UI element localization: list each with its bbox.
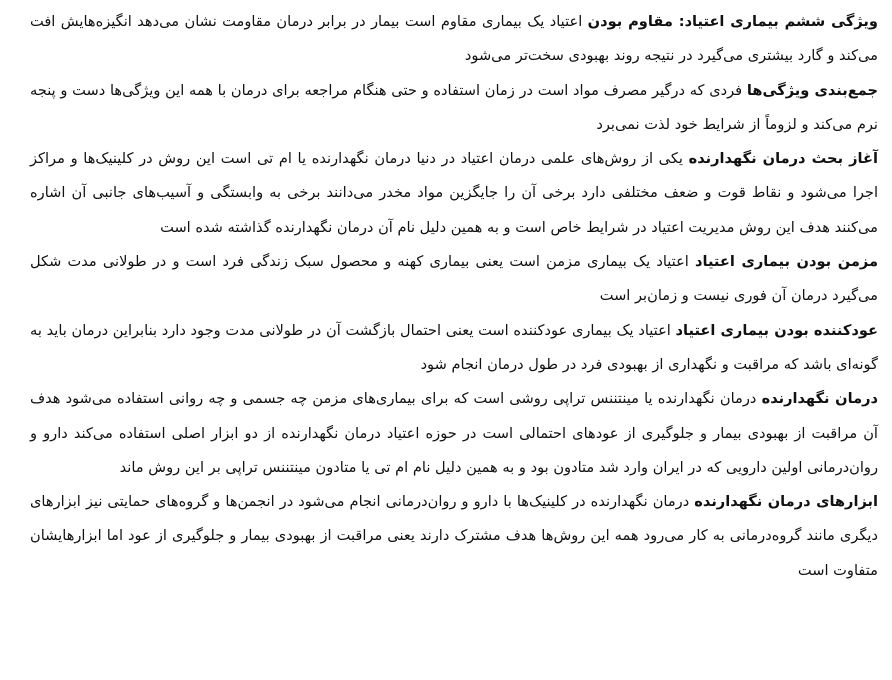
paragraph-heading: عودکننده بودن بیماری اعتیاد (675, 321, 878, 339)
paragraph-heading: ویژگی ششم بیماری اعتیاد: مقاوم بودن (587, 13, 878, 30)
paragraph-text: فردی که درگیر مصرف مواد است در زمان استفاده و حتی هنگام مراجعه برای درمان با همه این ویژگی‌ها دست و پنجه نرم می‌کند و لزوماً از شرایط خود لذت نمی‌برد (30, 81, 878, 133)
paragraph-text: درمان نگهدارنده یا مینتننس تراپی روشی است که برای بیماری‌های مزمن چه جسمی و چه روانی استفاده می‌شود هدف آن مراقبت از بهبودی بیمار و جلوگیری از عودهای احتمالی است در حوزه اعتیاد درمان نگهدارنده از دو ابزار اصلی استفاده می‌کند دارو و روان‌درمانی اولین دارویی که در ایران وارد شد متادون بود و به همین دلیل نام ام تی یا متادون مینتننس تراپی بر این روش ماند (30, 390, 878, 476)
paragraph-text: اعتیاد یک بیماری مقاوم است بیمار در برابر درمان مقاومت نشان می‌دهد انگیزه‌هایش افت می‌کند و گارد بیشتری می‌گیرد در نتیجه روند بهبودی سخت‌تر می‌شود (30, 13, 878, 65)
paragraph-text: اعتیاد یک بیماری عودکننده است یعنی احتمال بازگشت آن در طولانی مدت وجود دارد بنابراین درمان باید به گونه‌ای باشد که مراقبت و نگهداری از بهبودی فرد در طول درمان انجام شود (30, 321, 878, 373)
paragraph-text: اعتیاد یک بیماری مزمن است یعنی بیماری کهنه و محصول سبک زندگی فرد است و در طولانی مدت شکل می‌گیرد درمان آن فوری نیست و زمان‌بر است (30, 253, 878, 305)
paragraph-heading: درمان نگهدارنده (761, 390, 878, 408)
paragraph-darman-negahdarande (30, 382, 878, 485)
paragraph-jambandi (30, 74, 878, 143)
paragraph-oudkonande (30, 314, 878, 383)
paragraph-heading: آغاز بحث درمان نگهدارنده (688, 150, 878, 168)
paragraph-heading: ابزارهای درمان نگهدارنده (694, 493, 879, 511)
paragraph-abzarha (30, 485, 878, 588)
paragraph-text: درمان نگهدارنده در کلینیک‌ها با دارو و روان‌درمانی انجام می‌شود در انجمن‌ها و گروه‌های حمایتی نیز ابزارهای دیگری مانند گروه‌درمانی به کار می‌رود همه این روش‌ها هدف مشترک دارند یعنی مراقبت از بهبودی بیمار و جلوگیری از عود اما ابزارهایشان متفاوت است (30, 493, 878, 579)
paragraph-mogavem-boodan (30, 5, 878, 74)
paragraph-mozmen-boodan (30, 245, 878, 314)
paragraph-aghaz-bahs (30, 142, 878, 245)
paragraph-text: یکی از روش‌های علمی درمان اعتیاد در دنیا درمان نگهدارنده یا ام تی است این روش در کلینیک‌ها و مراکز اجرا می‌شود و نقاط قوت و ضعف مختلفی دارد برخی آن را جایگزین مواد مخدر می‌دانند برخی به وابستگی و آسیب‌های جانبی آن اشاره می‌کنند هدف این روش مدیریت اعتیاد در شرایط خاص است و به همین دلیل نام آن درمان نگهدارنده گذاشته شده است (30, 150, 878, 236)
paragraph-heading: مزمن بودن بیماری اعتیاد (695, 253, 879, 271)
paragraph-heading: جمع‌بندی ویژگی‌ها (746, 81, 879, 99)
